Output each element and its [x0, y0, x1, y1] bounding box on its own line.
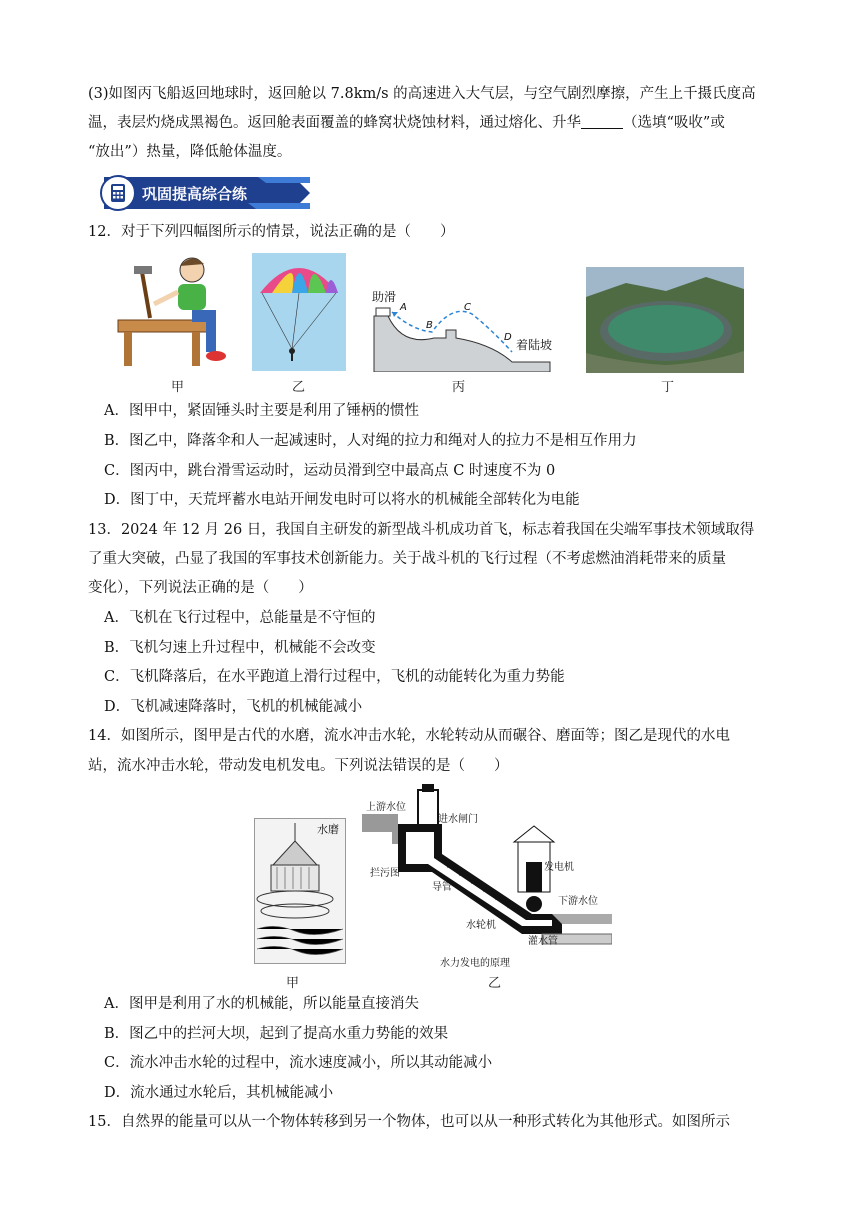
- hydro-label-upstream: 上游水位: [366, 802, 406, 813]
- q14-figure-hydropower: [362, 784, 612, 970]
- section-banner: [98, 175, 310, 211]
- q11-part3-line2: [88, 113, 725, 133]
- q12-option-d[interactable]: D．图丁中，天荒坪蓄水电站开闸发电时可以将水的机械能全部转化为电能: [104, 492, 580, 508]
- section-title: 巩固提高综合练: [142, 185, 248, 203]
- ski-label-a: A: [400, 302, 407, 313]
- q12-figure-yi: [252, 253, 346, 371]
- q13-stem-1: 13．2024 年 12 月 26 日，我国自主研发的新型战斗机成功首飞，标志着我国在尖端军事技术领域取得: [88, 522, 755, 538]
- ski-label-d: D: [504, 332, 512, 343]
- q14-option-a[interactable]: A．图甲是利用了水的机械能，所以能量直接消失: [104, 996, 419, 1012]
- q13-stem-2: 了重大突破，凸显了我国的军事技术创新能力。关于战斗机的飞行过程（不考虑燃油消耗带来的质量: [88, 551, 726, 567]
- q12-option-c[interactable]: C．图丙中，跳台滑雪运动时，运动员滑到空中最高点 C 时速度不为 0: [104, 463, 556, 479]
- q15-stem-1: 15．自然界的能量可以从一个物体转移到另一个物体，也可以从一种形式转化为其他形式。如图所示: [88, 1114, 730, 1130]
- ski-label-assist: 助滑: [372, 290, 397, 304]
- q12-caption-bing: 丙: [452, 380, 466, 395]
- q11-part3-line2-tail: （选填“吸收”或: [623, 115, 725, 131]
- hydro-label-drain: 灌水管: [528, 936, 558, 947]
- calculator-icon: [108, 183, 128, 203]
- q14-caption-yi: 乙: [488, 976, 502, 991]
- q13-option-d[interactable]: D．飞机减速降落时，飞机的机械能减小: [104, 699, 363, 715]
- hydro-label-generator: 发电机: [544, 862, 574, 873]
- q13-option-b[interactable]: B．飞机匀速上升过程中，机械能不会改变: [104, 640, 376, 656]
- watermill-label: 水磨: [317, 823, 339, 836]
- q12-figure-bing: [372, 286, 552, 372]
- ski-label-landing: 着陆坡: [516, 338, 553, 352]
- q13-stem-3: 变化），下列说法正确的是（ ）: [88, 580, 313, 596]
- q12-caption-yi: 乙: [292, 380, 306, 395]
- hydro-label-trash: 拦污图: [370, 868, 400, 879]
- q12-caption-jia: 甲: [171, 380, 185, 395]
- hydro-label-downstream: 下游水位: [558, 896, 598, 907]
- hydro-label-turbine: 水轮机: [466, 920, 496, 931]
- q13-option-a[interactable]: A．飞机在飞行过程中，总能量是不守恒的: [104, 610, 376, 626]
- ski-label-b: B: [426, 320, 433, 331]
- q12-option-a[interactable]: A．图甲中，紧固锤头时主要是利用了锤柄的惯性: [104, 403, 419, 419]
- q11-part3-line3: “放出”）热量，降低舱体温度。: [88, 144, 292, 160]
- q11-part3-line1: (3)如图丙飞船返回地球时，返回舱以 7.8km/s 的高速进入大气层，与空气剧烈摩擦，产生上千摄氏度高: [88, 86, 756, 102]
- answer-blank[interactable]: [581, 114, 623, 129]
- q14-option-d[interactable]: D．流水通过水轮后，其机械能减小: [104, 1085, 334, 1101]
- q14-caption-jia: 甲: [286, 976, 300, 991]
- q14-figure-watermill: [254, 818, 346, 964]
- q12-stem: 12．对于下列四幅图所示的情景，说法正确的是（ ）: [88, 224, 455, 240]
- q12-option-b[interactable]: B．图乙中，降落伞和人一起减速时，人对绳的拉力和绳对人的拉力不是相互作用力: [104, 433, 637, 449]
- hydro-label-title: 水力发电的原理: [440, 958, 510, 969]
- q11-part3-line2-text: 温，表层灼烧成黑褐色。返回舱表面覆盖的蜂窝状烧蚀材料，通过熔化、升华: [88, 115, 581, 131]
- q12-figure-jia: [112, 252, 242, 370]
- q12-caption-ding: 丁: [661, 380, 675, 395]
- ski-label-c: C: [464, 302, 471, 313]
- hydro-label-pipe: 导管: [432, 882, 452, 893]
- q12-figure-ding: [586, 267, 744, 373]
- q14-option-c[interactable]: C．流水冲击水轮的过程中，流水速度减小，所以其动能减小: [104, 1055, 493, 1071]
- q14-option-b[interactable]: B．图乙中的拦河大坝，起到了提高水重力势能的效果: [104, 1026, 449, 1042]
- q14-stem-1: 14．如图所示，图甲是古代的水磨，流水冲击水轮，水轮转动从而碾谷、磨面等；图乙是现代的水电: [88, 728, 730, 744]
- q13-option-c[interactable]: C．飞机降落后，在水平跑道上滑行过程中，飞机的动能转化为重力势能: [104, 669, 565, 685]
- q14-stem-2: 站，流水冲击水轮，带动发电机发电。下列说法错误的是（ ）: [88, 758, 509, 774]
- hydro-label-gate: 进水闸门: [438, 814, 478, 825]
